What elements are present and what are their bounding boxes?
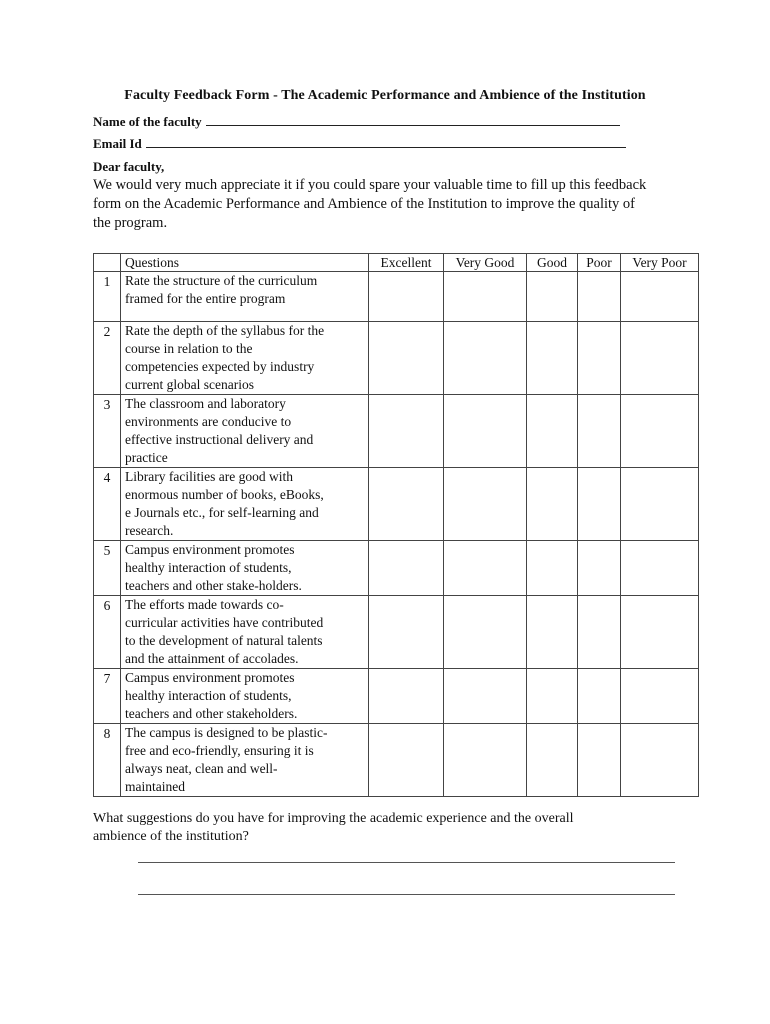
header-questions: Questions — [121, 254, 369, 272]
question-number: 8 — [94, 724, 121, 797]
question-number: 6 — [94, 596, 121, 669]
rating-cell-good[interactable] — [527, 468, 578, 541]
rating-cell-very-good[interactable] — [444, 724, 527, 797]
question-number: 3 — [94, 395, 121, 468]
rating-cell-good[interactable] — [527, 395, 578, 468]
question-line: effective instructional delivery and — [125, 432, 314, 447]
suggestion-answer-line-1[interactable] — [138, 862, 675, 863]
question-text — [121, 272, 369, 322]
question-line: enormous number of books, eBooks, — [125, 487, 324, 502]
header-excellent: Excellent — [369, 254, 444, 272]
rating-cell-very-good[interactable] — [444, 596, 527, 669]
rating-cell-good[interactable] — [527, 669, 578, 724]
rating-cell-very-poor[interactable] — [621, 541, 699, 596]
feedback-table — [93, 253, 699, 797]
question-line: always neat, clean and well- — [125, 761, 278, 776]
table-row — [94, 395, 699, 468]
question-text — [121, 596, 369, 669]
table-row — [94, 596, 699, 669]
rating-cell-poor[interactable] — [578, 322, 621, 395]
rating-cell-excellent[interactable] — [369, 468, 444, 541]
table-row — [94, 468, 699, 541]
rating-cell-very-poor[interactable] — [621, 322, 699, 395]
rating-cell-poor[interactable] — [578, 468, 621, 541]
question-line: healthy interaction of students, — [125, 688, 292, 703]
question-line: The efforts made towards co- — [125, 597, 284, 612]
rating-cell-excellent[interactable] — [369, 322, 444, 395]
rating-cell-poor[interactable] — [578, 669, 621, 724]
question-line: research. — [125, 523, 174, 538]
question-number: 4 — [94, 468, 121, 541]
table-row — [94, 272, 699, 322]
question-text — [121, 724, 369, 797]
question-text — [121, 669, 369, 724]
table-row — [94, 724, 699, 797]
question-line: current global scenarios — [125, 377, 254, 392]
rating-cell-good[interactable] — [527, 724, 578, 797]
rating-cell-excellent[interactable] — [369, 669, 444, 724]
intro-paragraph — [93, 176, 693, 233]
question-number: 1 — [94, 272, 121, 322]
question-line: teachers and other stakeholders. — [125, 706, 298, 721]
rating-cell-good[interactable] — [527, 541, 578, 596]
rating-cell-very-poor[interactable] — [621, 468, 699, 541]
faculty-name-blank[interactable] — [206, 114, 620, 126]
question-number: 5 — [94, 541, 121, 596]
rating-cell-excellent[interactable] — [369, 596, 444, 669]
question-line: and the attainment of accolades. — [125, 651, 299, 666]
suggestion-line: ambience of the institution? — [93, 829, 249, 844]
rating-cell-very-poor[interactable] — [621, 596, 699, 669]
question-line: Campus environment promotes — [125, 670, 295, 685]
rating-cell-very-good[interactable] — [444, 395, 527, 468]
rating-cell-good[interactable] — [527, 272, 578, 322]
question-line: framed for the entire program — [125, 291, 286, 306]
rating-cell-excellent[interactable] — [369, 541, 444, 596]
question-line: The campus is designed to be plastic- — [125, 725, 328, 740]
rating-cell-very-good[interactable] — [444, 468, 527, 541]
rating-cell-poor[interactable] — [578, 724, 621, 797]
intro-line: form on the Academic Performance and Ambience of the Institution to improve the quality of — [93, 196, 635, 212]
faculty-name-label: Name of the faculty — [93, 114, 202, 129]
rating-cell-very-good[interactable] — [444, 669, 527, 724]
table-row — [94, 541, 699, 596]
question-line: Library facilities are good with — [125, 469, 293, 484]
question-line: competencies expected by industry — [125, 359, 315, 374]
question-line: e Journals etc., for self-learning and — [125, 505, 319, 520]
question-line: Campus environment promotes — [125, 542, 295, 557]
question-line: teachers and other stake-holders. — [125, 578, 302, 593]
email-label: Email Id — [93, 136, 142, 151]
rating-cell-very-good[interactable] — [444, 272, 527, 322]
question-line: free and eco-friendly, ensuring it is — [125, 743, 314, 758]
table-header-row — [94, 254, 699, 272]
table-row — [94, 669, 699, 724]
suggestion-line: What suggestions do you have for improving the academic experience and the overall — [93, 811, 574, 826]
header-very-good: Very Good — [444, 254, 527, 272]
rating-cell-very-poor[interactable] — [621, 272, 699, 322]
faculty-name-field[interactable] — [93, 114, 620, 130]
rating-cell-poor[interactable] — [578, 395, 621, 468]
question-line: course in relation to the — [125, 341, 253, 356]
suggestion-answer-line-2[interactable] — [138, 894, 675, 895]
question-line: curricular activities have contributed — [125, 615, 324, 630]
header-good: Good — [527, 254, 578, 272]
question-line: The classroom and laboratory — [125, 396, 286, 411]
rating-cell-excellent[interactable] — [369, 724, 444, 797]
header-poor: Poor — [578, 254, 621, 272]
form-title: Faculty Feedback Form - The Academic Performance and Ambience of the Institution — [124, 88, 646, 103]
rating-cell-poor[interactable] — [578, 541, 621, 596]
question-text — [121, 468, 369, 541]
rating-cell-poor[interactable] — [578, 596, 621, 669]
question-line: environments are conducive to — [125, 414, 292, 429]
intro-line: We would very much appreciate it if you could spare your valuable time to fill up this feedback — [93, 177, 647, 193]
question-text — [121, 541, 369, 596]
table-row — [94, 322, 699, 395]
rating-cell-very-poor[interactable] — [621, 669, 699, 724]
question-line: Rate the depth of the syllabus for the — [125, 323, 325, 338]
rating-cell-good[interactable] — [527, 322, 578, 395]
header-very-poor: Very Poor — [621, 254, 699, 272]
question-line: Rate the structure of the curriculum — [125, 273, 318, 288]
email-field[interactable] — [93, 136, 626, 152]
question-line: maintained — [125, 779, 185, 794]
question-number: 2 — [94, 322, 121, 395]
salutation: Dear faculty, — [93, 159, 165, 174]
question-line: healthy interaction of students, — [125, 560, 292, 575]
rating-cell-poor[interactable] — [578, 272, 621, 322]
email-blank[interactable] — [146, 136, 626, 148]
question-text — [121, 322, 369, 395]
rating-cell-excellent[interactable] — [369, 395, 444, 468]
question-line: to the development of natural talents — [125, 633, 323, 648]
header-number-cell — [94, 254, 121, 272]
rating-cell-very-good[interactable] — [444, 322, 527, 395]
rating-cell-very-good[interactable] — [444, 541, 527, 596]
rating-cell-very-poor[interactable] — [621, 395, 699, 468]
rating-cell-good[interactable] — [527, 596, 578, 669]
question-text — [121, 395, 369, 468]
rating-cell-excellent[interactable] — [369, 272, 444, 322]
question-line: practice — [125, 450, 168, 465]
rating-cell-very-poor[interactable] — [621, 724, 699, 797]
question-number: 7 — [94, 669, 121, 724]
intro-line: the program. — [93, 215, 168, 231]
suggestion-question — [93, 810, 653, 846]
